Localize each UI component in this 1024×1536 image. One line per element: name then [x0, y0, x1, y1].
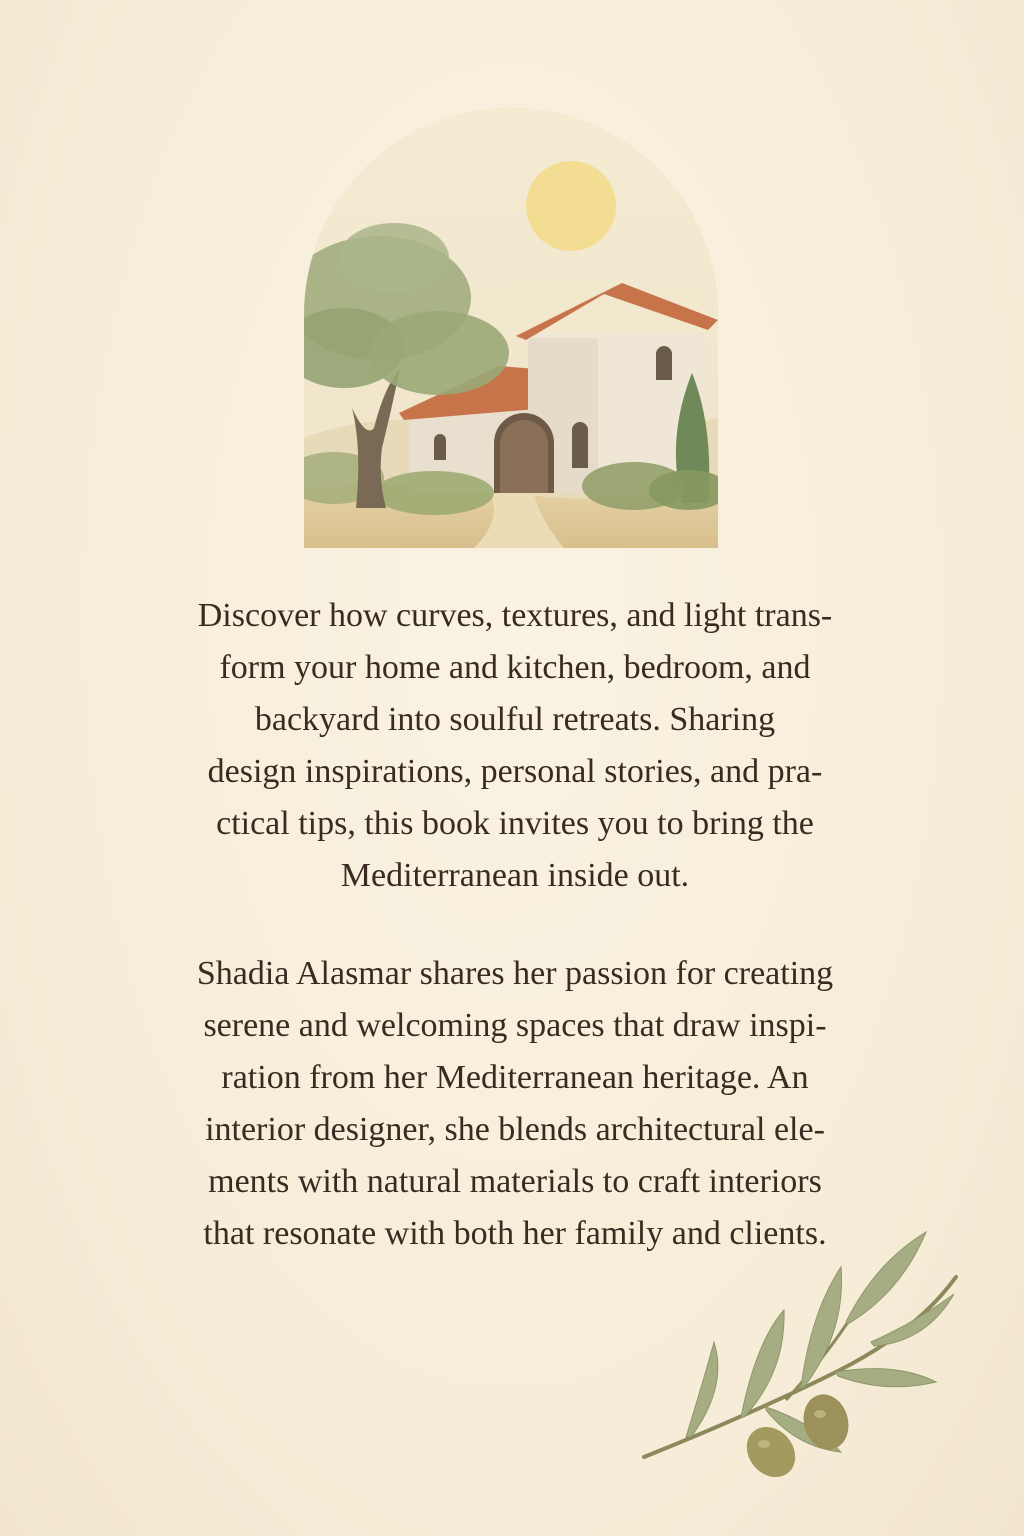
olive-leaf: [846, 1232, 926, 1324]
text-line: ctical tips, this book invites you to bring the: [216, 805, 814, 842]
sun: [526, 161, 616, 251]
text-line: backyard into soulful retreats. Sharing: [254, 701, 776, 738]
shrub: [374, 471, 494, 515]
villa-illustration-arch: [304, 108, 718, 548]
olive-fruit: [798, 1389, 855, 1454]
tree-canopy: [339, 223, 449, 293]
description-paragraph: [130, 590, 900, 902]
olive-leaf: [686, 1342, 718, 1437]
villa-window: [656, 346, 672, 380]
text-line: Shadia Alasmar shares her passion for creating: [196, 955, 834, 992]
villa-window: [434, 434, 446, 460]
text-line: ments with natural materials to craft interiors: [208, 1163, 822, 1200]
text-line: ration from her Mediterranean heritage. An: [221, 1059, 809, 1096]
olive-highlight: [814, 1410, 826, 1418]
olive-highlight: [758, 1440, 770, 1448]
text-line: form your home and kitchen, bedroom, and: [219, 649, 811, 686]
olive-branch-illustration: [636, 1222, 966, 1492]
author-bio-paragraph: [130, 948, 900, 1260]
text-line: Discover how curves, textures, and light trans-: [197, 597, 833, 634]
villa-door-inner: [500, 420, 548, 493]
olive-leaf: [801, 1267, 842, 1387]
text-line: that resonate with both her family and clients.: [203, 1215, 827, 1252]
text-line: Mediterranean inside out.: [340, 857, 690, 894]
text-line: design inspirations, personal stories, and pra-: [207, 753, 823, 790]
villa-window: [572, 422, 588, 468]
villa-illustration: [304, 108, 718, 548]
olive-leaf: [871, 1294, 954, 1346]
text-line: interior designer, she blends architectural ele-: [205, 1111, 825, 1148]
olive-leaf: [836, 1369, 936, 1387]
text-line: serene and welcoming spaces that draw inspi-: [203, 1007, 827, 1044]
tree-canopy: [369, 311, 509, 395]
